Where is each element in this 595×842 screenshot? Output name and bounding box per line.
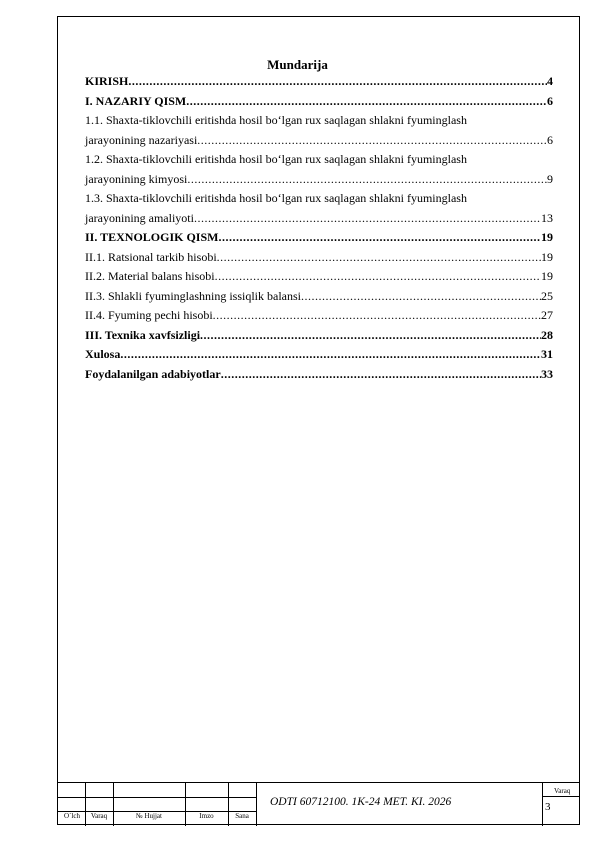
toc-entry-title: II.3. Shlakli fyuminglashning issiqlik balansi <box>85 288 301 303</box>
toc-entry[interactable] <box>85 131 553 151</box>
toc-entry-title: jarayonining kimyosi <box>85 171 188 186</box>
toc-entry[interactable] <box>85 228 553 248</box>
sheet-label: Varaq <box>554 787 571 795</box>
toc-entry-page: 6 <box>547 132 553 147</box>
toc-entry-page: 4 <box>547 74 553 88</box>
stamp-divider <box>256 783 257 826</box>
table-of-contents <box>85 72 553 384</box>
toc-entry-page: 9 <box>547 171 553 186</box>
toc-entry-title: II. TEXNOLOGIK QISM <box>85 230 219 244</box>
toc-entry-title: jarayonining amaliyoti <box>85 210 194 225</box>
toc-entry-title: Xulosa <box>85 347 121 361</box>
toc-entry-page: 33 <box>541 366 553 381</box>
toc-entry[interactable] <box>85 365 553 385</box>
toc-entry[interactable] <box>85 92 553 112</box>
toc-entry-page: 19 <box>541 269 553 283</box>
toc-entry-title: II.1. Ratsional tarkib hisobi <box>85 249 217 264</box>
toc-entry-title: I. NAZARIY QISM <box>85 93 187 108</box>
toc-entry[interactable] <box>85 326 553 346</box>
stamp-label-sana: Sana <box>235 812 249 820</box>
toc-entry[interactable] <box>85 209 553 229</box>
stamp-label-imzo: Imzo <box>199 812 214 820</box>
toc-entry-page: 13 <box>541 210 553 225</box>
stamp-label-varaq: Varaq <box>90 812 108 820</box>
toc-entry-page: 27 <box>541 308 553 322</box>
toc-entry[interactable] <box>85 345 553 365</box>
toc-entry[interactable] <box>85 72 553 92</box>
toc-entry[interactable] <box>85 306 553 326</box>
toc-entry-first-line: 1.1. Shaxta-tiklovchili eritishda hosil bo‘lgan rux saqlagan shlakni fyuminglash <box>85 113 467 127</box>
toc-entry-title: KIRISH <box>85 74 129 88</box>
toc-entry-title: II.2. Material balans hisobi <box>85 269 215 283</box>
toc-entry-page: 28 <box>541 327 553 342</box>
stamp-row-line <box>57 797 256 798</box>
toc-entry-page: 19 <box>541 249 553 264</box>
stamp-divider <box>542 783 543 826</box>
toc-entry-title: III. Texnika xavfsizligi <box>85 327 201 342</box>
toc-entry-first-line: 1.3. Shaxta-tiklovchili eritishda hosil bo‘lgan rux saqlagan shlakni fyuminglash <box>85 191 467 205</box>
stamp-row-line <box>542 796 580 797</box>
toc-entry[interactable] <box>85 287 553 307</box>
stamp-label-olch: O`lch <box>64 812 80 820</box>
toc-title: Mundarija <box>267 57 328 72</box>
page-number: 3 <box>545 801 551 813</box>
toc-entry-title: Foydalanilgan adabiyotlar <box>85 366 221 381</box>
stamp-label-hujjat: № Hujjat <box>136 812 162 820</box>
toc-entry-page: 25 <box>541 288 553 303</box>
toc-entry[interactable] <box>85 267 553 287</box>
toc-entry-first-line: 1.2. Shaxta-tiklovchili eritishda hosil bo‘lgan rux saqlagan shlakni fyuminglash <box>85 152 467 166</box>
toc-entry-page: 19 <box>541 230 553 244</box>
toc-entry[interactable] <box>85 248 553 268</box>
toc-entry-title: II.4. Fyuming pechi hisobi <box>85 308 213 322</box>
toc-entry-title: jarayonining nazariyasi <box>85 132 198 147</box>
toc-entry-page: 6 <box>547 93 553 108</box>
toc-entry-page: 31 <box>541 347 553 361</box>
document-code: ODTI 60712100. 1K-24 MET. KI. 2026 <box>270 796 452 808</box>
toc-entry[interactable] <box>85 170 553 190</box>
